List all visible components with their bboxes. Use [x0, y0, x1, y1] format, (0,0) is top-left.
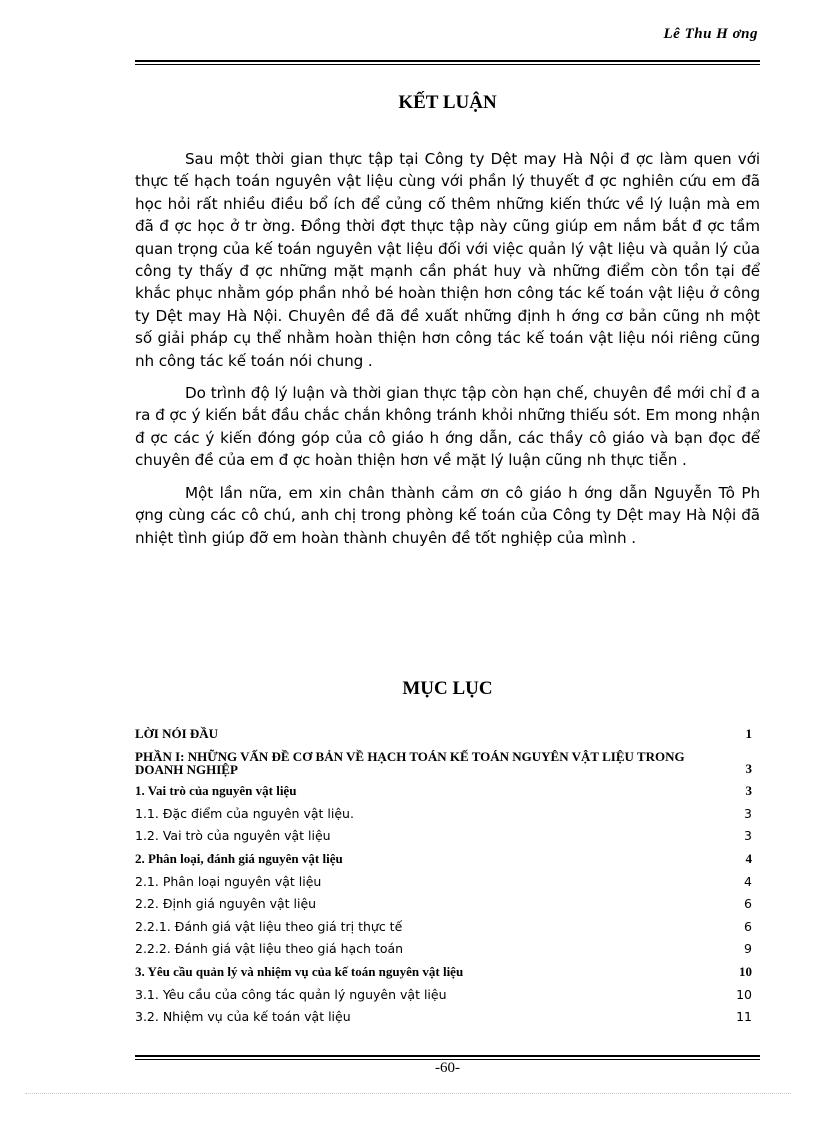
- conclusion-paragraph: Do trình độ lý luận và thời gian thực tập còn hạn chế, chuyên đề mới chỉ đ a ra đ ợc ý kiến bắt đầu chắc chắn không tránh khỏi những thiếu sót. Em mong nhận đ ợc các ý kiến đóng góp của cô giáo h ớng dẫn, các thầy cô giáo và bạn đọc để chuyên đề của em đ ợc hoàn thiện hơn về mặt lý luận cũng nh thực tiễn .: [135, 384, 760, 470]
- page-number: -60-: [435, 1060, 460, 1076]
- toc-entry[interactable]: [135, 897, 760, 911]
- toc-entry-label: 3. Yêu cầu quản lý và nhiệm vụ của kế toán nguyên vật liệu: [135, 963, 464, 979]
- toc-title: MỤC LỤC: [402, 678, 493, 699]
- toc-entry-label: 3.2. Nhiệm vụ của kế toán vật liệu: [135, 1009, 351, 1025]
- toc-entry-page: 3: [744, 828, 752, 844]
- toc-entry-label: 1. Vai trò của nguyên vật liệu: [135, 783, 297, 799]
- toc-entry-page: 6: [744, 918, 752, 934]
- toc-entry[interactable]: [135, 807, 760, 821]
- conclusion-title: KẾT LUẬN: [398, 92, 497, 113]
- header-rule: [135, 60, 760, 62]
- table-of-contents: [135, 727, 760, 1033]
- toc-entry-label: 2.2.2. Đánh giá vật liệu theo giá hạch toán: [135, 941, 404, 957]
- toc-entry[interactable]: [135, 942, 760, 956]
- conclusion-paragraph: Một lần nữa, em xin chân thành cảm ơn cô giáo h ớng dẫn Nguyễn Tô Ph ợng cùng các cô chú, anh chị trong phòng kế toán của Công ty Dệt may Hà Nội đã nhiệt tình giúp đỡ em hoàn thành chuyên đề tốt nghiệp của mình .: [135, 483, 760, 547]
- toc-entry-page: 10: [736, 986, 752, 1002]
- toc-entry-label: 2.1. Phân loại nguyên vật liệu: [135, 873, 322, 889]
- toc-entry-label: 2. Phân loại, đánh giá nguyên vật liệu: [135, 850, 343, 866]
- toc-entry-label: PHẦN I: NHỮNG VẤN ĐỀ CƠ BẢN VỀ HẠCH TOÁN KẾ TOÁN NGUYÊN VẬT LIỆU TRONG DOANH NGHIỆP: [135, 748, 685, 777]
- toc-entry-label: 2.2.1. Đánh giá vật liệu theo giá trị thực tế: [135, 918, 403, 934]
- toc-entry[interactable]: [135, 852, 760, 866]
- toc-entry[interactable]: [135, 750, 760, 776]
- toc-entry-page: 4: [745, 850, 752, 866]
- toc-entry[interactable]: [135, 1010, 760, 1024]
- toc-entry-page: 3: [745, 760, 752, 776]
- toc-entry[interactable]: [135, 875, 760, 889]
- toc-entry-page: 3: [744, 805, 752, 821]
- toc-entry-page: 9: [744, 941, 752, 957]
- conclusion-body: [135, 148, 760, 559]
- toc-entry-page: 1: [745, 726, 752, 741]
- header-author: Lê Thu H ơng: [663, 26, 758, 42]
- toc-entry[interactable]: [135, 727, 760, 741]
- toc-entry[interactable]: [135, 920, 760, 934]
- toc-entry[interactable]: [135, 988, 760, 1002]
- toc-entry-label: 1.2. Vai trò của nguyên vật liệu: [135, 828, 331, 844]
- toc-entry-label: 2.2. Định giá nguyên vật liệu: [135, 896, 317, 912]
- page-edge-divider: [25, 1093, 791, 1094]
- toc-entry[interactable]: [135, 965, 760, 979]
- toc-entry[interactable]: [135, 829, 760, 843]
- toc-entry-page: 4: [744, 873, 752, 889]
- footer-rule: [135, 1055, 760, 1057]
- toc-entry-page: 6: [744, 896, 752, 912]
- toc-entry-page: 11: [736, 1009, 752, 1025]
- toc-entry[interactable]: [135, 784, 760, 798]
- toc-entry-page: 3: [745, 783, 752, 799]
- header-rule-thin: [135, 64, 760, 65]
- toc-entry-page: 10: [739, 963, 752, 979]
- conclusion-paragraph: Sau một thời gian thực tập tại Công ty Dệt may Hà Nội đ ợc làm quen với thực tế hạch toán nguyên vật liệu cùng với phần lý thuyết đ ợc nghiên cứu em đã học hỏi rất nhiều điều bổ ích để củng cố thêm những kiến thức về lý luận mà em đã đ ợc học ở tr ờng. Đồng thời đợt thực tập này cũng giúp em nắm bắt đ ợc tầm quan trọng của kế toán nguyên vật liệu đối với việc quản lý vật liệu và quản lý của công ty thấy đ ợc những mặt mạnh cần phát huy và những điểm còn tồn tại để khắc phục nhằm góp phần nhỏ bé hoàn thiện hơn công tác kế toán vật liệu ở công ty Dệt may Hà Nội. Chuyên đề đã đề xuất những định h ớng cơ bản cũng nh một số giải pháp cụ thể nhằm hoàn thiện hơn công tác kế toán vật liệu nói riêng cũng nh công tác kế toán nói chung .: [135, 150, 760, 370]
- toc-entry-label: LỜI NÓI ĐẦU: [135, 726, 219, 741]
- toc-entry-label: 1.1. Đặc điểm của nguyên vật liệu.: [135, 805, 354, 821]
- toc-entry-label: 3.1. Yêu cầu của công tác quản lý nguyên vật liệu: [135, 986, 447, 1002]
